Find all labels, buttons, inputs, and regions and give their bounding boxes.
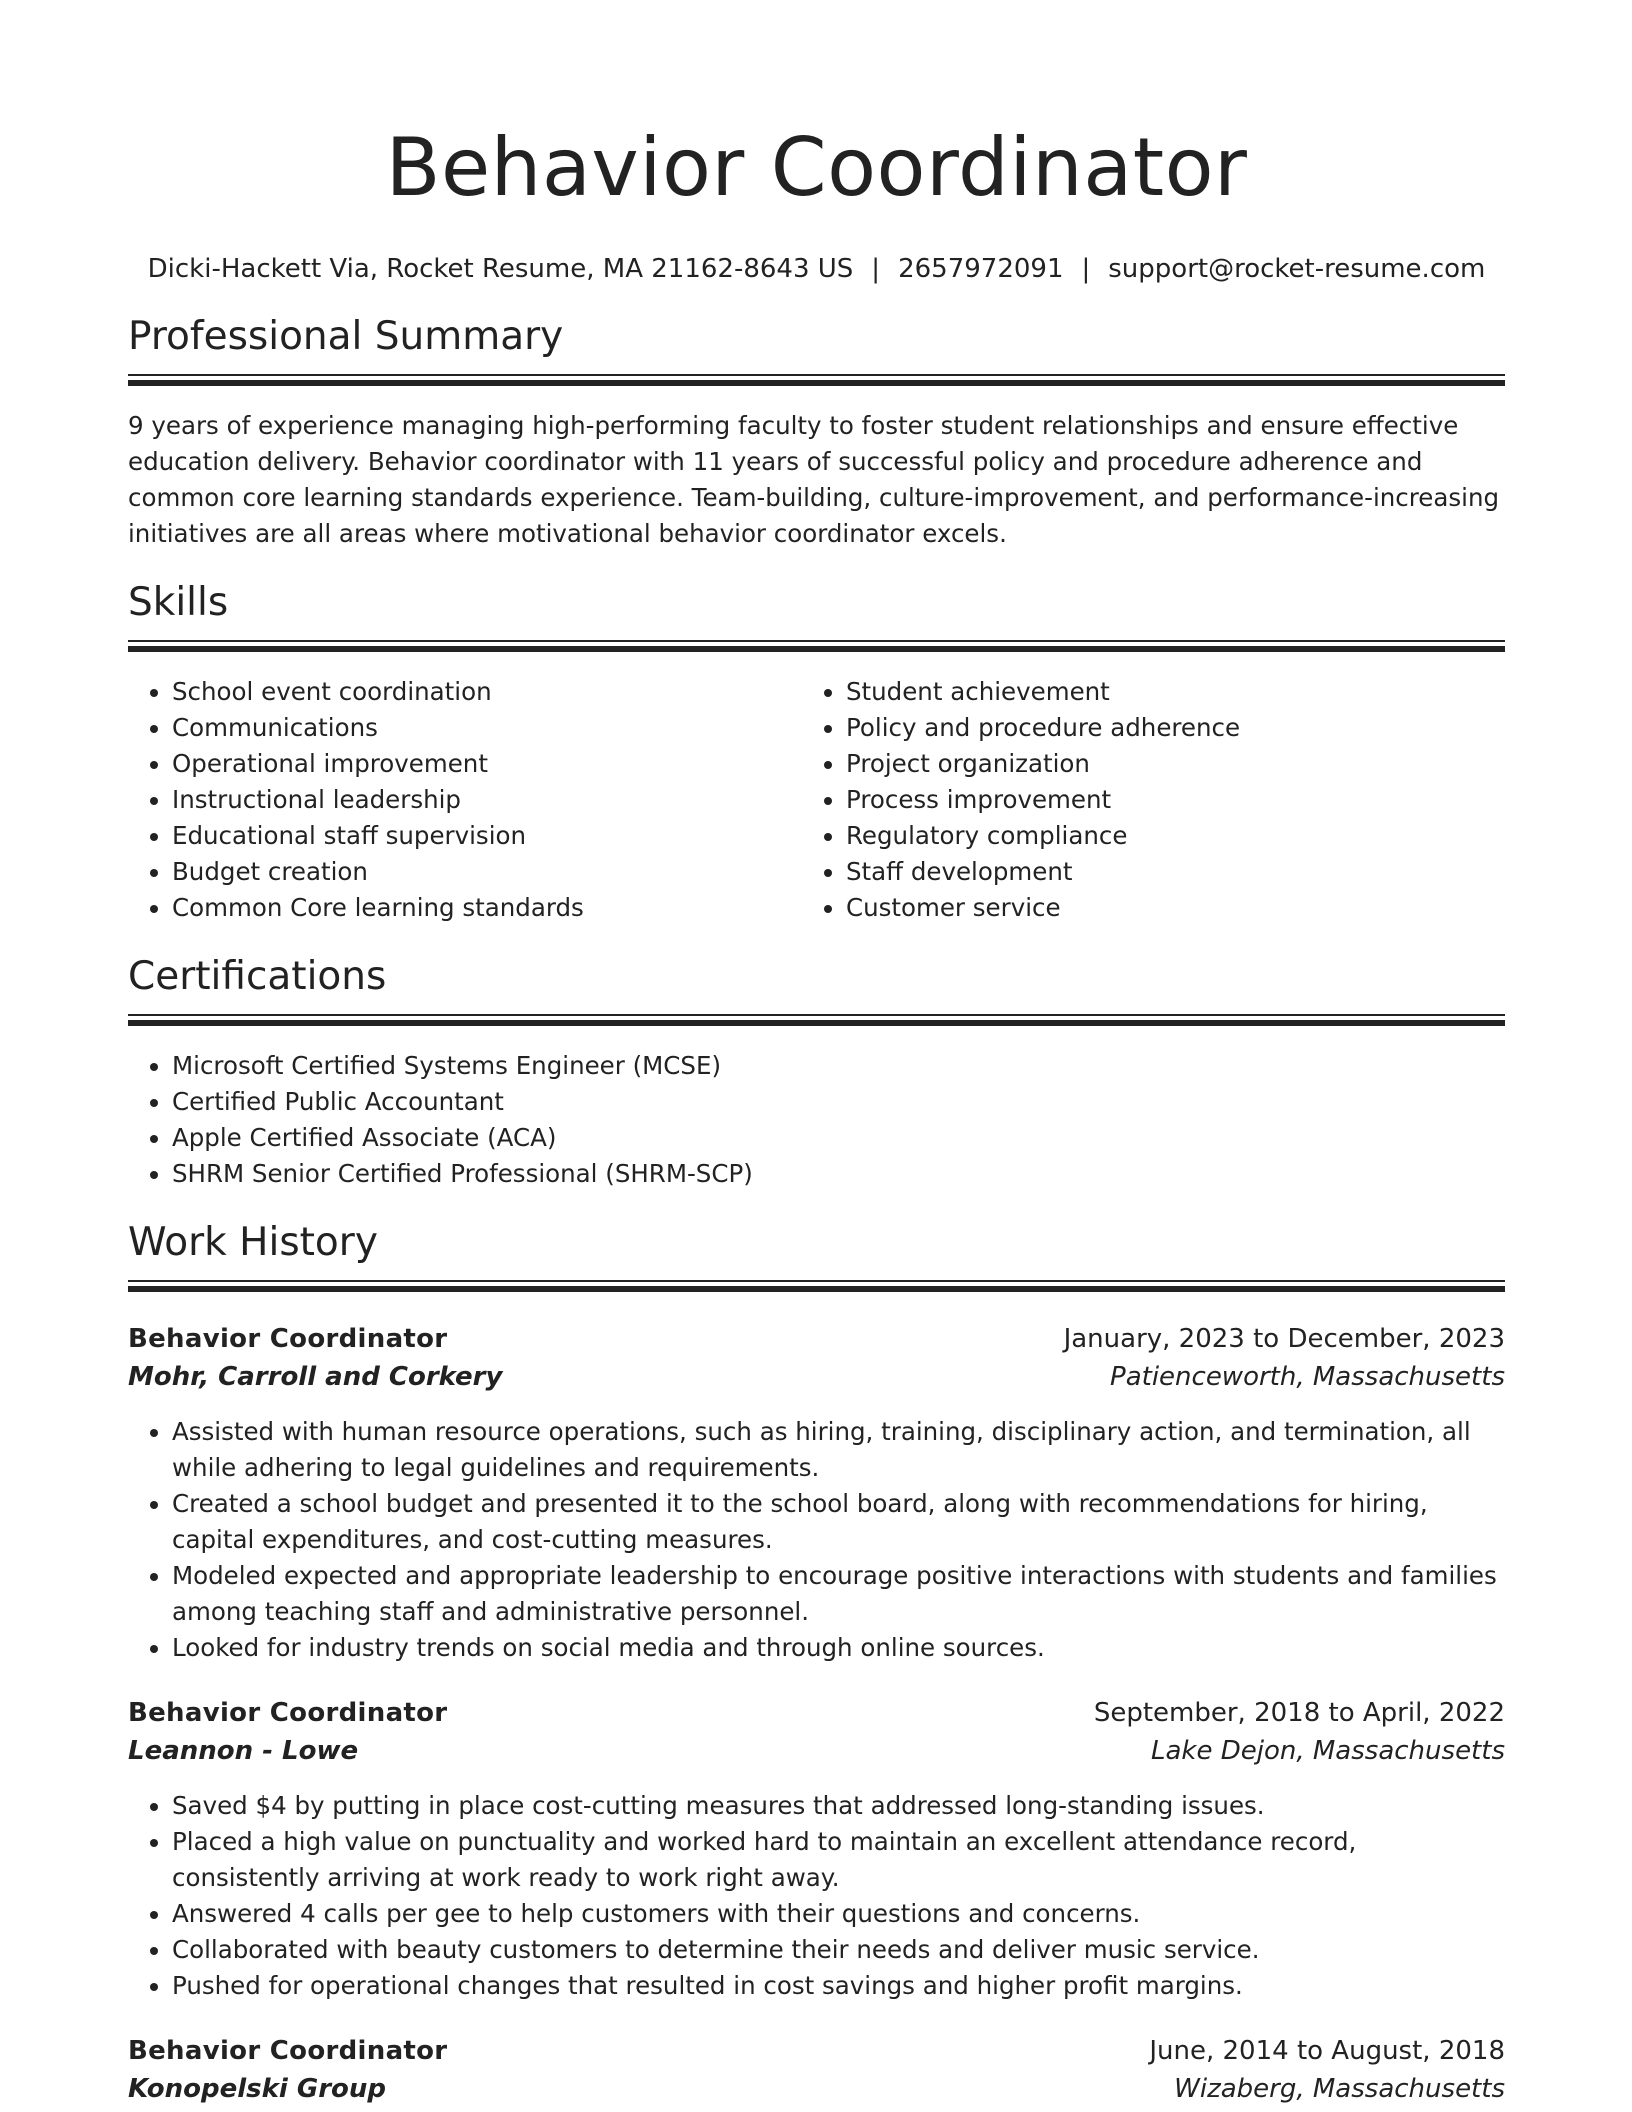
job-company: Konopelski Group xyxy=(128,2074,386,2104)
job-bullet: • Pushed for operational changes that resulted in cost savings and higher profit margins. xyxy=(172,1968,1505,2004)
contact-separator: | xyxy=(1081,254,1091,284)
job-location: Lake Dejon, Massachusetts xyxy=(1150,1736,1505,1766)
contact-separator: | xyxy=(871,254,881,284)
section-title-certifications: Certifications xyxy=(128,954,387,999)
skill-item: • Staff development xyxy=(846,854,1240,890)
resume-name: Behavior Coordinator xyxy=(385,121,1248,214)
job-entry xyxy=(128,2032,1505,2108)
section-title-skills: Skills xyxy=(128,580,229,625)
job-bullets xyxy=(128,1414,1505,1666)
certification-item: • Microsoft Certified Systems Engineer (MCSE) xyxy=(172,1048,1505,1084)
skill-item: • Policy and procedure adherence xyxy=(846,710,1240,746)
section-divider xyxy=(128,640,1505,652)
job-bullets xyxy=(128,1788,1505,2004)
contact-line xyxy=(128,252,1505,286)
skill-item: • Instructional leadership xyxy=(172,782,802,818)
certifications-section xyxy=(128,952,1505,1192)
section-divider xyxy=(128,1280,1505,1292)
job-location: Wizaberg, Massachusetts xyxy=(1174,2074,1505,2104)
job-dates: June, 2014 to August, 2018 xyxy=(1149,2036,1505,2066)
job-bullet: • Looked for industry trends on social media and through online sources. xyxy=(172,1630,1505,1666)
job-subheader-row xyxy=(128,2070,1505,2108)
job-bullet: • Assisted with human resource operations, such as hiring, training, disciplinary action, and termination, all while adhering to legal guidelines and requirements. xyxy=(172,1414,1505,1486)
job-bullet: • Placed a high value on punctuality and worked hard to maintain an excellent attendance record, consistently arriving at work ready to work right away. xyxy=(172,1824,1505,1896)
skill-item: • Common Core learning standards xyxy=(172,890,802,926)
contact-phone: 2657972091 xyxy=(898,254,1064,284)
job-header-row xyxy=(128,1320,1505,1358)
job-bullet: • Answered 4 calls per gee to help customers with their questions and concerns. xyxy=(172,1896,1505,1932)
skill-item: • School event coordination xyxy=(172,674,802,710)
skill-item: • Communications xyxy=(172,710,802,746)
skill-item: • Project organization xyxy=(846,746,1240,782)
contact-address: Dicki-Hackett Via, Rocket Resume, MA 21162-8643 US xyxy=(147,254,854,284)
certifications-list xyxy=(128,1048,1505,1192)
certification-item: • Apple Certified Associate (ACA) xyxy=(172,1120,1505,1156)
certification-item: • SHRM Senior Certified Professional (SHRM-SCP) xyxy=(172,1156,1505,1192)
skills-section xyxy=(128,578,1505,926)
summary-text: 9 years of experience managing high-performing faculty to foster student relationships and ensure effective education delivery. Behavior coordinator with 11 years of successful policy and procedure adherence and common core learning standards experience. Team-building, culture-improvement, and performance-increasing initiatives are all areas where motivational behavior coordinator excels. xyxy=(128,411,1500,548)
job-bullet: • Collaborated with beauty customers to determine their needs and deliver music service. xyxy=(172,1932,1505,1968)
job-dates: January, 2023 to December, 2023 xyxy=(1063,1324,1505,1354)
work-history-section xyxy=(128,1218,1505,2108)
summary-section xyxy=(128,312,1505,552)
section-title-work-history: Work History xyxy=(128,1220,378,1265)
job-header-row xyxy=(128,2032,1505,2070)
certification-item: • Certified Public Accountant xyxy=(172,1084,1505,1120)
skill-item: • Customer service xyxy=(846,890,1240,926)
job-entry xyxy=(128,1694,1505,2004)
skill-item: • Budget creation xyxy=(172,854,802,890)
job-subheader-row xyxy=(128,1732,1505,1770)
skills-list-right xyxy=(802,674,1240,926)
job-company: Mohr, Carroll and Corkery xyxy=(128,1362,503,1392)
job-bullet: • Saved $4 by putting in place cost-cutting measures that addressed long-standing issues. xyxy=(172,1788,1505,1824)
job-title: Behavior Coordinator xyxy=(128,1324,448,1354)
section-title-summary: Professional Summary xyxy=(128,314,564,359)
skill-item: • Regulatory compliance xyxy=(846,818,1240,854)
skill-item: • Educational staff supervision xyxy=(172,818,802,854)
job-title: Behavior Coordinator xyxy=(128,1698,448,1728)
section-divider xyxy=(128,1014,1505,1026)
job-entry xyxy=(128,1320,1505,1666)
skill-item: • Operational improvement xyxy=(172,746,802,782)
skills-grid xyxy=(128,674,1505,926)
skill-item: • Process improvement xyxy=(846,782,1240,818)
section-divider xyxy=(128,374,1505,386)
job-dates: September, 2018 to April, 2022 xyxy=(1093,1698,1505,1728)
job-header-row xyxy=(128,1694,1505,1732)
job-company: Leannon - Lowe xyxy=(128,1736,359,1766)
contact-email: support@rocket-resume.com xyxy=(1108,254,1486,284)
job-title: Behavior Coordinator xyxy=(128,2036,448,2066)
skills-list-left xyxy=(128,674,802,926)
job-subheader-row xyxy=(128,1358,1505,1396)
job-bullet: • Created a school budget and presented it to the school board, along with recommendations for hiring, capital expenditures, and cost-cutting measures. xyxy=(172,1486,1505,1558)
skill-item: • Student achievement xyxy=(846,674,1240,710)
job-bullet: • Modeled expected and appropriate leadership to encourage positive interactions with students and families among teaching staff and administrative personnel. xyxy=(172,1558,1505,1630)
job-location: Patienceworth, Massachusetts xyxy=(1110,1362,1505,1392)
